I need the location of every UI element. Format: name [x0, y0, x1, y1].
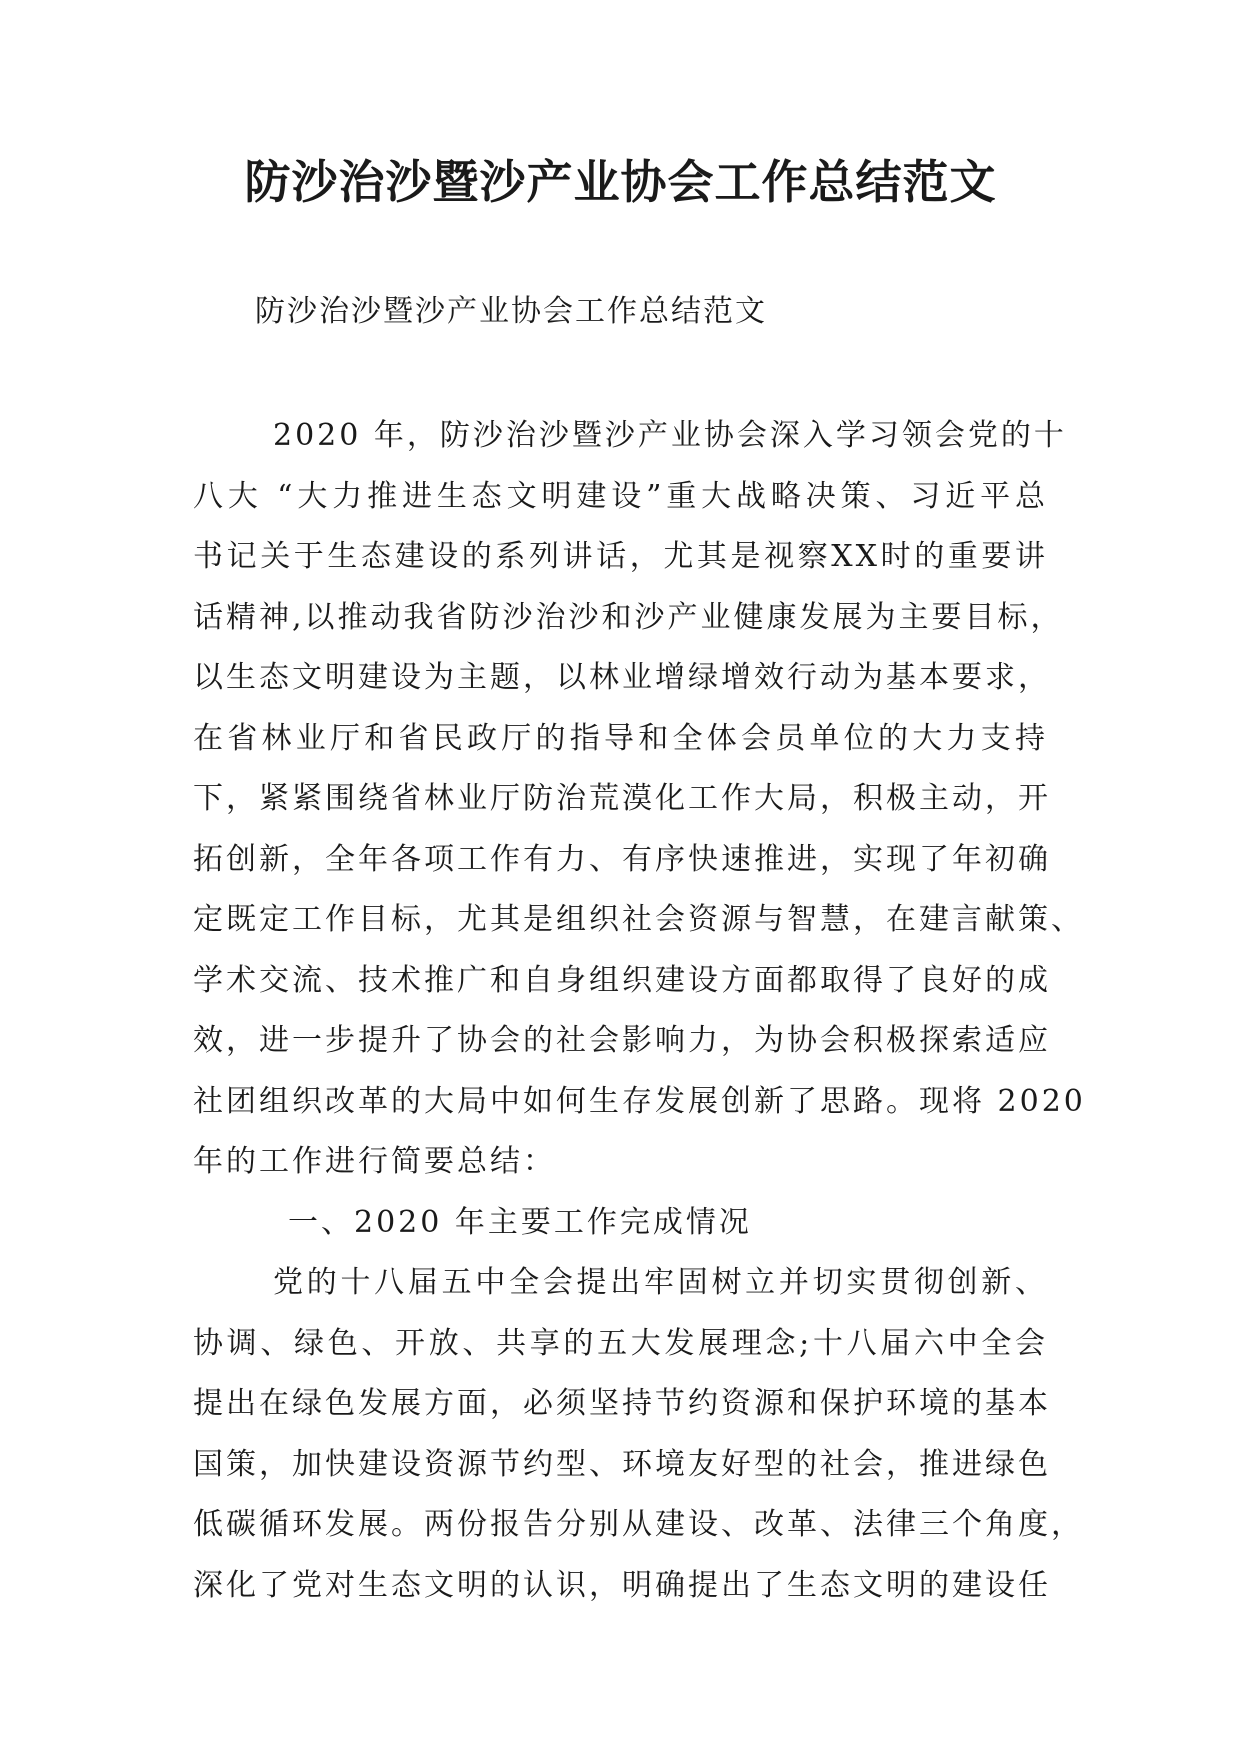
- body-line: 以生态文明建设为主题，以林业增绿增效行动为基本要求，: [193, 660, 1051, 695]
- body-line: 拓创新，全年各项工作有力、有序快速推进，实现了年初确: [193, 841, 1051, 877]
- body-line: 定既定工作目标，尤其是组织社会资源与智慧，在建言献策、: [193, 902, 1084, 937]
- body-line: 协调、绿色、开放、共享的五大发展理念;十八届六中全会: [193, 1325, 1048, 1361]
- document-body: [193, 406, 1086, 1616]
- body-line: 书记关于生态建设的系列讲话，尤其是视察XX时的重要讲: [193, 539, 1048, 574]
- body-line: 深化了党对生态文明的认识，明确提出了生态文明的建设任: [193, 1567, 1051, 1603]
- body-line: 提出在绿色发展方面，必须坚持节约资源和保护环境的基本: [193, 1386, 1051, 1421]
- body-line: 学术交流、技术推广和自身组织建设方面都取得了良好的成: [193, 962, 1051, 998]
- document-subtitle: 防沙治沙暨沙产业协会工作总结范文: [255, 294, 767, 329]
- body-line: 2020 年，防沙治沙暨沙产业协会深入学习领会党的十: [273, 418, 1067, 453]
- body-line: 国策，加快建设资源节约型、环境友好型的社会，推进绿色: [193, 1446, 1051, 1482]
- body-line: 话精神,以推动我省防沙治沙和沙产业健康发展为主要目标，: [193, 599, 1064, 635]
- document-title: 防沙治沙暨沙产业协会工作总结范文: [244, 155, 997, 209]
- body-line: 年的工作进行简要总结：: [193, 1144, 556, 1179]
- body-line: 效，进一步提升了协会的社会影响力，为协会积极探索适应: [193, 1023, 1051, 1058]
- body-line: 党的十八届五中全会提出牢固树立并切实贯彻创新、: [273, 1265, 1048, 1300]
- section-heading: 一、2020 年主要工作完成情况: [288, 1204, 752, 1240]
- body-line: 八大 “大力推进生态文明建设”重大战略决策、习近平总: [193, 478, 1048, 514]
- body-line: 在省林业厅和省民政厅的指导和全体会员单位的大力支持: [193, 720, 1048, 756]
- body-line: 社团组织改革的大局中如何生存发展创新了思路。现将 2020: [193, 1083, 1086, 1119]
- body-line: 低碳循环发展。两份报告分别从建设、改革、法律三个角度，: [193, 1507, 1084, 1542]
- body-line: 下，紧紧围绕省林业厅防治荒漠化工作大局，积极主动，开: [193, 781, 1051, 816]
